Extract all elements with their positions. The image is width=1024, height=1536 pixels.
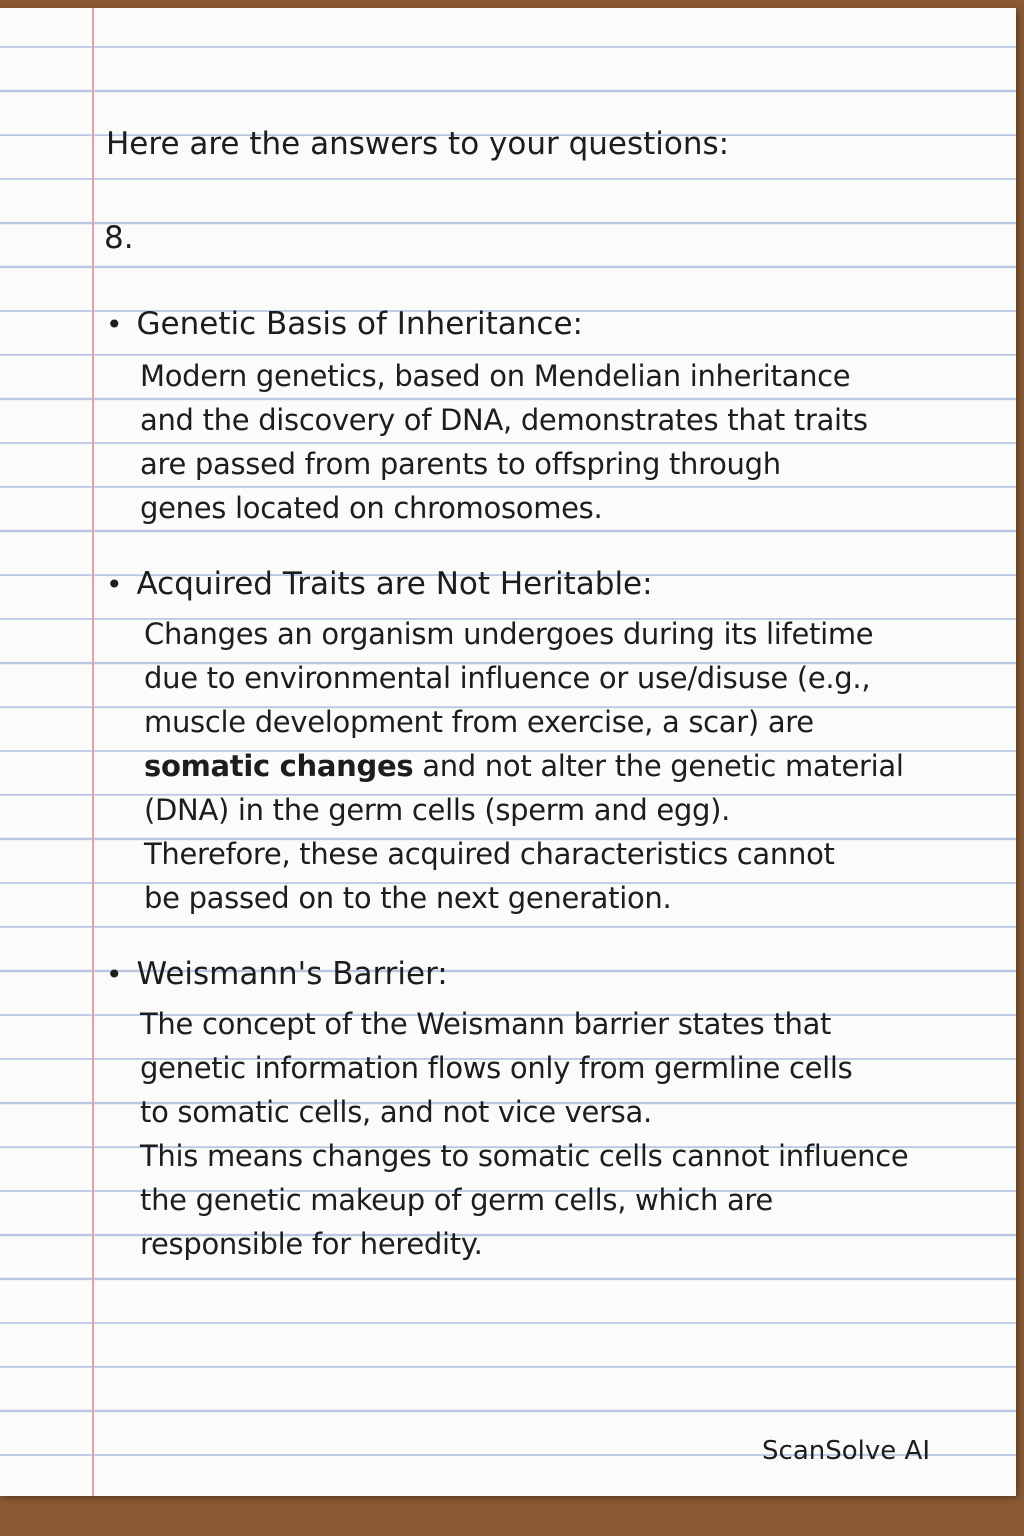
watermark-footer: ScanSolve AI (762, 1436, 930, 1466)
body-line: the genetic makeup of germ cells, which are (140, 1183, 773, 1217)
section-heading-genetic-basis (106, 306, 583, 342)
section-heading-weismann-barrier (106, 956, 448, 992)
body-line-mixed (144, 744, 904, 788)
body-line: to somatic cells, and not vice versa. (140, 1095, 652, 1129)
body-line: due to environmental influence or use/disuse (e.g., (144, 661, 871, 695)
intro-text: Here are the answers to your questions: (106, 126, 730, 162)
body-line: Therefore, these acquired characteristics cannot (144, 837, 835, 871)
body-line: are passed from parents to offspring through (140, 447, 781, 481)
section-heading-text: Weismann's Barrier: (136, 956, 448, 992)
emphasis-text: somatic changes (144, 749, 414, 783)
section-heading-text: Genetic Basis of Inheritance: (136, 306, 583, 342)
section-body-weismann-barrier (140, 1002, 908, 1266)
notebook-page (0, 8, 1016, 1496)
section-body-acquired-traits (144, 612, 904, 920)
body-line: Modern genetics, based on Mendelian inheritance (140, 359, 851, 393)
body-line: genetic information flows only from germline cells (140, 1051, 853, 1085)
bullet-icon: • (106, 568, 123, 601)
section-body-genetic-basis (140, 354, 868, 530)
margin-line (92, 8, 94, 1496)
body-line: be passed on to the next generation. (144, 881, 672, 915)
bullet-icon: • (106, 308, 123, 341)
body-line: (DNA) in the germ cells (sperm and egg). (144, 793, 731, 827)
body-line: muscle development from exercise, a scar) are (144, 705, 814, 739)
bullet-icon: • (106, 958, 123, 991)
section-heading-acquired-traits (106, 566, 653, 602)
body-line-rest: and not alter the genetic material (413, 749, 904, 783)
body-line: and the discovery of DNA, demonstrates that traits (140, 403, 868, 437)
body-line: Changes an organism undergoes during its lifetime (144, 617, 874, 651)
body-line: responsible for heredity. (140, 1227, 483, 1261)
body-line: The concept of the Weismann barrier states that (140, 1007, 832, 1041)
question-number: 8. (104, 220, 134, 256)
section-heading-text: Acquired Traits are Not Heritable: (136, 566, 653, 602)
body-line: This means changes to somatic cells cannot influence (140, 1139, 909, 1173)
body-line: genes located on chromosomes. (140, 491, 603, 525)
